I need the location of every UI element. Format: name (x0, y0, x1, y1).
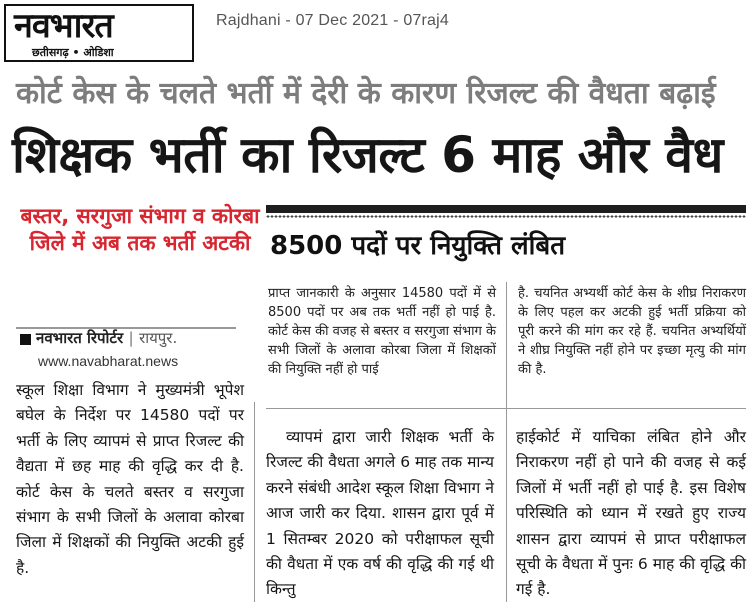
article-column-mid-bottom: व्यापमं द्वारा जारी शिक्षक भर्ती के रिजल्ट की वैधता अगले 6 माह तक मान्य करने संबंधी आदेश स्कूल शिक्षा विभाग ने आज जारी कर दिया. शासन द्वारा पूर्व में 1 सितम्बर 2020 को परीक्षाफल सूची की वैधता में एक वर्ष की वृद्धि की गई थी किन्तु (266, 428, 494, 599)
article-teaser: बस्तर, सरगुजा संभाग व कोरबा जिले में अब तक भर्ती अटकी (20, 204, 260, 255)
byline-reporter: नवभारत रिपोर्टर (36, 329, 124, 347)
newspaper-region: छतीसगढ़ • ओडिशा (32, 46, 114, 59)
row-divider (266, 408, 746, 409)
article-headline: शिक्षक भर्ती का रिजल्ट 6 माह और वैध (12, 126, 723, 184)
byline-square-icon (20, 334, 31, 345)
column-divider (254, 402, 255, 602)
newspaper-name: नवभारत (14, 6, 113, 46)
article-column-right-top: है. चयनित अभ्यर्थी कोर्ट केस के शीघ्र निराकरण के लिए पहल कर अटकी हुई भर्ती प्रक्रिया को पूरी करने की मांग कर रहे हैं. चयनित अभ्यर्थियों ने शीघ्र नियुक्ति नहीं होने पर इच्छा मृत्यु की मांग की है. (518, 286, 746, 377)
edition-line: Rajdhani - 07 Dec 2021 - 07raj4 (216, 12, 450, 29)
article-subhead: 8500 पदों पर नियुक्ति लंबित (270, 231, 566, 261)
article-column-right-bottom: हाईकोर्ट में याचिका लंबित होने और निराकरण नहीं हो पाने की वजह से कई जिलों में भर्ती नहीं हो पाई है. इस विशेष परिस्थिति को ध्यान में रखते हुए राज्य शासन द्वारा व्यापमं से प्राप्त परीक्षाफल सूची के वैधता में पुनः 6 माह की वृद्धि की गई है. (516, 428, 746, 599)
byline-city: रायपुर. (139, 329, 178, 347)
byline: नवभारत रिपोर्टर | रायपुर. (36, 329, 178, 347)
article-lead-paragraph: स्कूल शिक्षा विभाग ने मुख्यमंत्री भूपेश बघेल के निर्देश पर 14580 पदों पर भर्ती के लिए व्यापमं से प्राप्त रिजल्ट की वैद्यता में छह माह की वृद्धि कर दी है. कोर्ट केस के चलते बस्तर व सरगुजा संभाग के सभी जिलों के अलावा कोरबा जिला में शिक्षकों की नियुक्ति अटकी हुई है. (16, 381, 244, 577)
section-rule (266, 205, 746, 213)
column-divider (506, 282, 507, 602)
article-kicker: कोर्ट केस के चलते भर्ती में देरी के कारण रिजल्ट की वैधता बढ़ाई (16, 76, 716, 111)
masthead-logo (4, 4, 194, 62)
byline-website: www.navabharat.news (38, 353, 179, 369)
section-rule-dotted (266, 215, 746, 218)
article-column-mid-top: प्राप्त जानकारी के अनुसार 14580 पदों में से 8500 पदों पर अब तक भर्ती नहीं हो पाई है. कोर्ट केस की वजह से बस्तर व सरगुजा संभाग के सभी जिलों के अलावा कोरबा जिला में शिक्षकों की नियुक्ति नहीं हो पाई (268, 286, 496, 377)
